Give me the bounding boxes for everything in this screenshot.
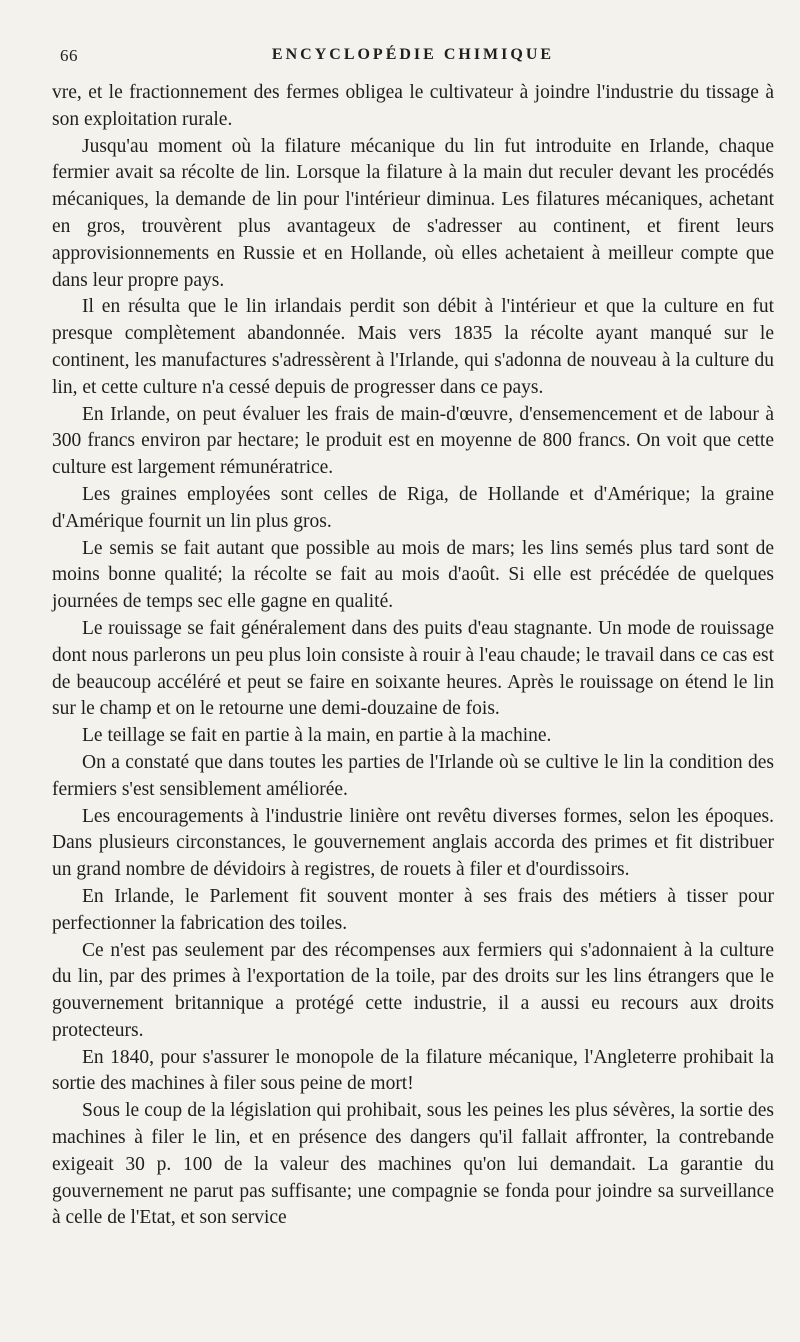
running-head	[52, 40, 774, 70]
paragraph: Ce n'est pas seulement par des récompenses aux fermiers qui s'adonnaient à la culture du lin, par des primes à l'exportation de la toile, par des droits sur les lins étrangers que le gouvernement britannique a protégé cette industrie, il a aussi eu recours aux droits protecteurs.	[52, 939, 774, 1041]
paragraph: Le semis se fait autant que possible au mois de mars; les lins semés plus tard sont de moins bonne qualité; la récolte se fait au mois d'août. Si elle est précédée de quelques journées de temps sec elle gagne en qualité.	[52, 537, 774, 613]
paragraph: On a constaté que dans toutes les parties de l'Irlande où se cultive le lin la condition des fermiers s'est sensiblement améliorée.	[52, 751, 774, 800]
paragraph: Les encouragements à l'industrie linière ont revêtu diverses formes, selon les époques. Dans plusieurs circonstances, le gouvernement anglais accorda des primes et fit distribuer un grand nombre de dévidoirs à registres, de rouets à filer et d'ourdissoirs.	[52, 805, 774, 881]
paragraph: Le teillage se fait en partie à la main, en partie à la machine.	[82, 725, 552, 747]
running-title: ENCYCLOPÉDIE CHIMIQUE	[271, 46, 555, 63]
paragraph: Il en résulta que le lin irlandais perdit son débit à l'intérieur et que la culture en fut presque complètement abandonnée. Mais vers 1835 la récolte ayant manqué sur le continent, les manufactures s'adressèrent à l'Irlande, qui s'adonna de nouveau à la culture du lin, et cette culture n'a cessé depuis de progresser dans ce pays.	[52, 296, 774, 398]
paragraph: Sous le coup de la législation qui prohibait, sous les peines les plus sévères, la sortie des machines à filer le lin, et en présence des dangers qu'il fallait affronter, la contrebande exigeait 30 p. 100 de la valeur des machines qu'on lui demandait. La garantie du gouvernement ne parut pas suffisante; une compagnie se fonda pour joindre sa surveillance à celle de l'Etat, et son service	[52, 1100, 774, 1229]
paragraph: Le rouissage se fait généralement dans des puits d'eau stagnante. Un mode de rouissage dont nous parlerons un peu plus loin consiste à rouir à l'eau chaude; le travail dans ce cas est de beaucoup accéléré et peut se faire en soixante heures. Après le rouissage on étend le lin sur le champ et on le retourne une demi-douzaine de fois.	[52, 617, 774, 720]
page-number: 66	[60, 46, 78, 65]
body-text	[52, 80, 774, 1232]
paragraph: En Irlande, le Parlement fit souvent monter à ses frais des métiers à tisser pour perfectionner la fabrication des toiles.	[52, 885, 774, 934]
paragraph: Jusqu'au moment où la filature mécanique du lin fut introduite en Irlande, chaque fermier avait sa récolte de lin. Lorsque la filature à la main dut reculer devant les procédés mécaniques, la demande de lin pour l'intérieur diminua. Les filatures mécaniques, achetant en gros, trouvèrent plus avantageux de s'adresser au continent, et firent leurs approvisionnements en Russie et en Hollande, où elles achetaient à meilleur compte que dans leur propre pays.	[52, 135, 774, 291]
paragraph: Les graines employées sont celles de Riga, de Hollande et d'Amérique; la graine d'Amérique fournit un lin plus gros.	[52, 483, 774, 532]
paragraph: En Irlande, on peut évaluer les frais de main-d'œuvre, d'ensemencement et de labour à 300 francs environ par hectare; le produit est en moyenne de 800 francs. On voit que cette culture est largement rémunératrice.	[52, 403, 774, 479]
paragraph: En 1840, pour s'assurer le monopole de la filature mécanique, l'Angleterre prohibait la sortie des machines à filer sous peine de mort!	[52, 1046, 774, 1095]
paragraph: vre, et le fractionnement des fermes obligea le cultivateur à joindre l'industrie du tissage à son exploitation rurale.	[52, 82, 774, 130]
